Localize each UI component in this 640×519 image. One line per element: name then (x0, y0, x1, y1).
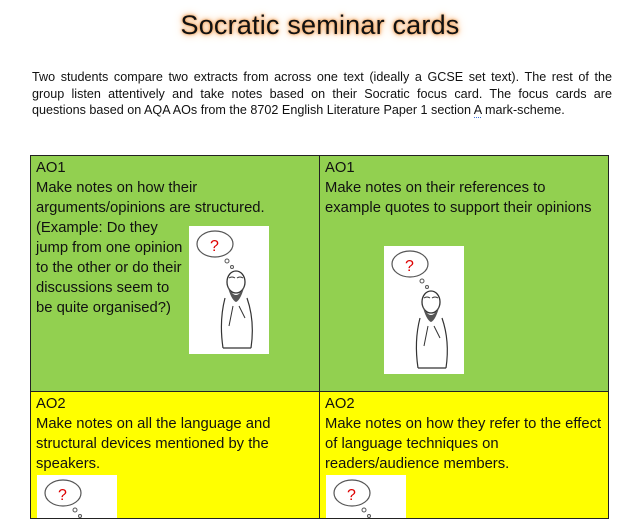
svg-text:?: ? (58, 487, 67, 504)
svg-text:?: ? (405, 258, 414, 275)
thinking-philosopher-icon (189, 226, 269, 354)
intro-text-after: mark-scheme. (481, 103, 565, 117)
card-text: Make notes on how their arguments/opinions are structured. (36, 180, 265, 216)
card-ao-label: AO2 (325, 396, 355, 412)
intro-text-before: Two students compare two extracts from across one text (ideally a GCSE set text). The rest of the group listen attentively and take notes based on their Socratic focus card. The focus cards are questions based on AQA AOs from the 8702 English Literature Paper 1 section (32, 70, 612, 117)
svg-text:?: ? (210, 238, 219, 255)
card-ao1-quotes (320, 156, 609, 392)
thinking-philosopher-icon (384, 246, 464, 374)
page-title: Socratic seminar cards (180, 10, 460, 40)
svg-text:?: ? (347, 487, 356, 504)
intro-squiggle-word: A (473, 103, 482, 117)
card-text: Make notes on how they refer to the effect of language techniques on readers/audience members. (325, 416, 602, 472)
focus-cards-table (30, 155, 609, 519)
card-text: Make notes on their references to example quotes to support their opinions (325, 180, 592, 216)
cards-row-ao1 (31, 156, 609, 392)
card-ao-label: AO2 (36, 396, 66, 412)
card-text: Make notes on all the language and structural devices mentioned by the speakers. (36, 416, 271, 472)
cards-row-ao2 (31, 392, 609, 519)
card-ao1-structure (31, 156, 320, 392)
card-example-text: (Example: Do they jump from one opinion to the other or do their discussions seem to be quite organised?) (36, 220, 183, 316)
card-ao2-devices (31, 392, 320, 519)
card-ao2-effects (320, 392, 609, 519)
title-wrap (0, 10, 640, 41)
card-ao-label: AO1 (325, 160, 355, 176)
card-ao-label: AO1 (36, 160, 66, 176)
intro-paragraph (32, 69, 612, 119)
